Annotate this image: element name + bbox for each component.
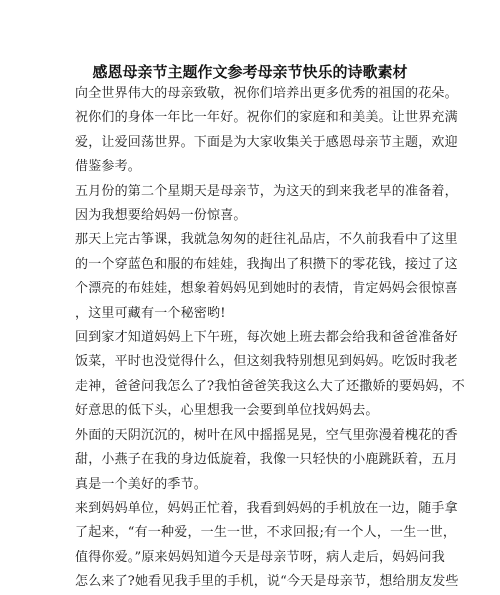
text-line: 那天上完古筝课，我就急匆匆的赶往礼品店，不久前我看中了这里 [75,232,458,248]
text-line: 好意思的低下头，心里想我一会要到单位找妈妈去。 [75,403,379,419]
text-line: 了起来，“有一种爱，一生一世，不求回报;有一个人，一生一世， [75,525,457,541]
paragraph-intro [75,82,458,180]
paragraph-workplace [75,497,459,595]
text-line: 走神，爸爸问我怎么了?我怕爸爸笑我这么大了还撒娇的要妈妈，不 [75,378,465,394]
paragraph-may [75,180,458,229]
text-line: 回到家才知道妈妈上下午班，每次她上班去都会给我和爸爸准备好 [75,330,458,346]
text-line: 向全世界伟大的母亲致敬，祝你们培养出更多优秀的祖国的花朵。 [75,86,458,101]
paragraph-home [75,326,465,424]
text-line: 五月份的第二个星期天是母亲节，为这天的到来我老早的准备着， [75,183,458,199]
text-line: ，这里可藏有一个秘密哟! [75,305,226,321]
text-line: 来到妈妈单位，妈妈正忙着，我看到妈妈的手机放在一边，随手拿 [75,500,458,516]
text-line: 因为我想要给妈妈一份惊喜。 [75,208,247,224]
text-line: 借鉴参考。 [75,159,142,175]
text-line: 外面的天阴沉沉的，树叶在风中摇摇晃晃，空气里弥漫着槐花的香 [75,427,458,443]
paragraph-outside [75,424,458,497]
document-title: 感恩母亲节主题作文参考母亲节快乐的诗歌素材 [92,63,408,81]
text-line: 爱，让爱回荡世界。下面是为大家收集关于感恩母亲节主题，欢迎 [75,134,458,150]
text-line: 的一个穿蓝色和服的布娃娃，我掏出了积攒下的零花钱，接过了这 [75,256,458,272]
text-line: 祝你们的身体一年比一年好。祝你们的家庭和和美美。让世界充满 [75,110,458,126]
text-line: 怎么来了?她看见我手里的手机，说“今天是母亲节，想给朋友发些 [75,574,459,590]
text-line: 个漂亮的布娃娃，想象着妈妈见到她时的表情，肯定妈妈会很惊喜 [75,281,458,297]
document-body [75,82,465,595]
text-line: 真是一个美好的季节。 [75,476,208,492]
text-line: 饭菜，平时也没觉得什么，但这刻我特别想见到妈妈。吃饭时我老 [75,354,458,370]
text-line: 甜，小燕子在我的身边低旋着，我像一只轻快的小鹿跳跃着，五月 [75,452,458,468]
text-line: 值得你爱。”原来妈妈知道今天是母亲节呀，病人走后，妈妈问我 [75,549,445,565]
paragraph-gift [75,228,458,326]
